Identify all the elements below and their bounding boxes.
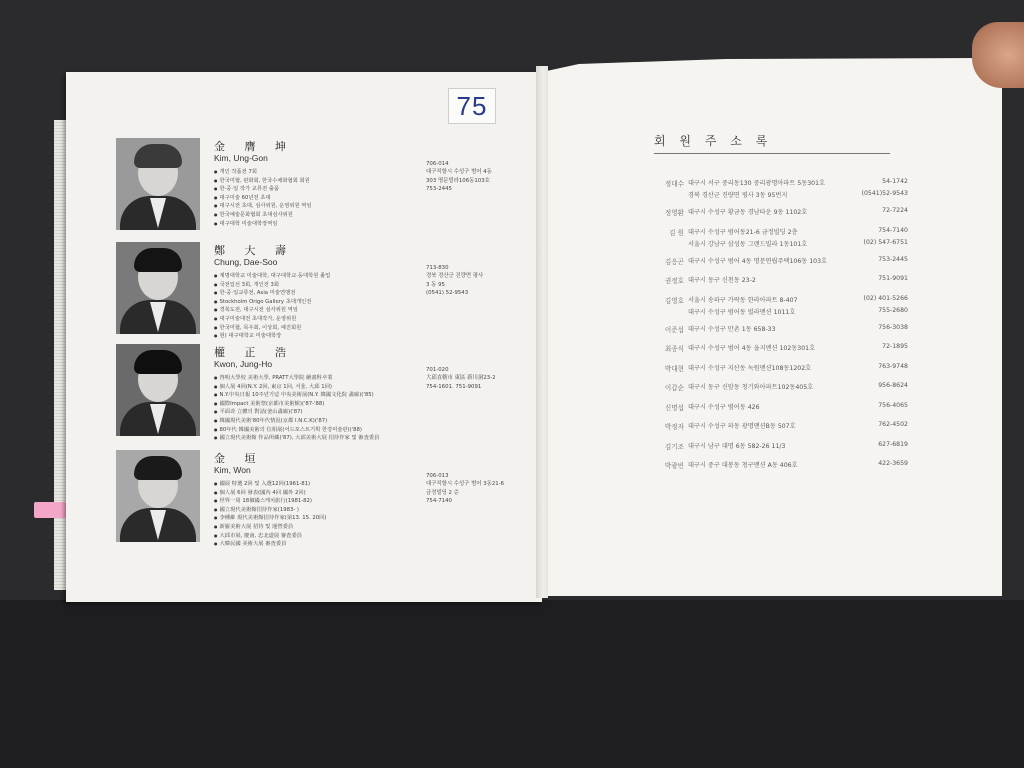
- address-line: 대구직할시 수성구 범어 4동: [426, 169, 492, 176]
- member-phone: 54-1742: [882, 178, 908, 185]
- member-name: 정대수: [664, 180, 684, 188]
- artist-name-hanja: 金 垣: [214, 452, 264, 465]
- bio-item: ● 경북도전, 대구시전 심사위원 역임: [214, 306, 424, 315]
- bio-item: ● 계명대학교 미술대학, 대구대학교·동대학원 졸업: [214, 272, 424, 281]
- member-name: 김 원: [669, 228, 684, 237]
- artist-name-hanja: 鄭 大 壽: [214, 244, 294, 257]
- pink-tab-marker: [34, 502, 66, 518]
- bio-item: ● 대구대학 미술대학장역임: [214, 220, 424, 229]
- member-name: 신명섭: [664, 403, 684, 412]
- page-number-sticker: 75: [448, 88, 496, 124]
- artist-bio-list: [214, 168, 424, 228]
- artist-portrait-photo: [116, 344, 200, 436]
- bio-item: ● 大邱市展, 慶南, 忠北道展 審査委員: [214, 532, 424, 541]
- bio-item: ● 한·중·일 작가 교류전 출품: [214, 185, 424, 194]
- member-address-lines: [688, 402, 908, 414]
- member-address-line: [688, 402, 908, 414]
- member-address: 대구시 수성구 만촌 1동 658-33: [688, 325, 776, 333]
- bio-item: ● 個人展 6回 發表(國內 4回 國外 2回): [214, 489, 424, 498]
- member-address-line: [688, 307, 908, 319]
- member-address-line: [688, 421, 908, 433]
- address-line: 대구직할시 수성구 범어 3동21-6: [426, 481, 505, 488]
- member-address: 대구시 수성구 지산동 녹원맨션108동1202호: [688, 364, 812, 372]
- member-address-line: [688, 295, 908, 307]
- member-address: 대구시 동구 신천동 23-2: [688, 277, 756, 284]
- address-line: 713-830: [426, 265, 449, 271]
- bio-item: ● 개인 작품전 7회: [214, 168, 424, 177]
- address-line: 3 동 95: [426, 281, 445, 288]
- member-address-lines: [688, 363, 908, 375]
- artist-bio-list: [214, 480, 424, 549]
- artist-name-romanized: Kim, Ung-Gon: [214, 153, 268, 163]
- member-phone: 751-9091: [878, 275, 908, 282]
- member-address-line: [688, 275, 908, 287]
- member-address: 대구시 수성구 범어 4동 명문연립주택106동 103호: [688, 257, 828, 265]
- member-address-lines: [688, 207, 908, 219]
- artist-name-hanja: 金 膺 坤: [214, 140, 294, 153]
- member-address: 대구시 중구 대봉동 청구맨션 A동 406호: [688, 462, 798, 469]
- bio-item: ● 한국예술문화협회 초대심사위원: [214, 211, 424, 220]
- member-address-lines: [688, 178, 908, 202]
- bio-item: ● 韓國現代美術'80年代情況(京都 I.N.C.K)('87): [214, 417, 424, 426]
- member-address: 경북 경산군 진량면 평사 3동 95번지: [688, 192, 788, 199]
- member-phone: 956-8624: [878, 382, 908, 389]
- member-address: 대구시 수성구 파동 광명맨션B동 507호: [688, 423, 796, 430]
- member-address-line: [688, 178, 908, 190]
- member-address: 대구시 서구 중리동130 중리광명아파트 5동301호: [688, 180, 826, 187]
- address-line: 경북 경산군 진량면 평사: [426, 273, 484, 280]
- artist-bio-list: [214, 272, 424, 341]
- artist-name-romanized: Kwon, Jung-Ho: [214, 359, 273, 369]
- member-address-lines: [688, 295, 908, 319]
- address-line: 706-013: [426, 473, 449, 479]
- address-line: 大邱直轄市 東區 新川洞23-2: [426, 375, 496, 382]
- bio-item: ● 李種維 現代美術館招待作家(第13. 15. 20回): [214, 514, 424, 523]
- member-address-line: [688, 441, 908, 453]
- member-address-line: [688, 227, 908, 239]
- bio-item: ● 대구미술 60년전 초대: [214, 194, 424, 203]
- member-phone: 627-6819: [878, 440, 908, 448]
- member-phone: 763-9748: [878, 362, 908, 370]
- artist-portrait-photo: [116, 450, 200, 542]
- member-phone: 72-1895: [882, 343, 908, 350]
- member-address: 서울시 강남구 삼성동 그랜드빌라 1동101호: [688, 240, 808, 248]
- bio-item: ● 個人展 4回(N.Y. 2回, 東京 1回, 서울, 大邱 1回): [214, 383, 424, 392]
- address-line: (0541) 52-9543: [426, 290, 469, 297]
- bio-item: ● 國立現代美術館 作品所藏('87), 大邱美術大展 招待作家 및 審査委員: [214, 434, 424, 443]
- artist-address: [426, 264, 536, 298]
- artist-entry: [116, 138, 536, 236]
- member-address-lines: [688, 382, 908, 394]
- bio-item: ● 大韓民國 美術大展 審査委員: [214, 540, 424, 549]
- member-address: 대구시 남구 대명 6동 582-26 11/3: [688, 442, 786, 450]
- bio-item: ● 啓明大學校 美術大學, PRATT大學院 繪畫科卒業: [214, 374, 424, 383]
- member-row: [650, 178, 910, 204]
- member-phone: 422-3659: [878, 460, 908, 467]
- member-address-line: [688, 256, 908, 268]
- member-row: [650, 227, 910, 253]
- book-spine: [536, 66, 548, 598]
- bio-item: ● 新羅美術大展 招待 및 運營委員: [214, 523, 424, 532]
- member-name: 이갑순: [664, 384, 684, 392]
- address-line: 금정빌딩 2 층: [426, 489, 459, 496]
- artist-entry: [116, 242, 536, 340]
- member-address-lines: [688, 343, 908, 355]
- member-phone: (02) 401-5266: [863, 294, 908, 302]
- artist-address: [426, 160, 536, 194]
- member-name: 박대현: [664, 364, 684, 373]
- member-address-lines: [688, 256, 908, 268]
- member-phone: (02) 547-6751: [863, 238, 908, 246]
- member-address-line: [688, 382, 908, 394]
- bio-item: ● 한·중·일교류전, Asia 미술연맹전: [214, 289, 424, 298]
- bio-item: ● 한국미협, 목우회, 이상회, 예진회원: [214, 324, 424, 333]
- address-line: 753-2445: [426, 186, 452, 193]
- member-phone: 756-4065: [878, 401, 908, 409]
- member-address-lines: [688, 275, 908, 287]
- bio-item: ● Stockholm Origo Gallery 초대개인전: [214, 298, 424, 307]
- artist-name-romanized: Kim, Won: [214, 465, 251, 475]
- member-address: 대구시 수성구 범어 4동 을지맨션 102동301호: [688, 345, 816, 352]
- artist-entry: [116, 450, 536, 548]
- member-name: 김기조: [664, 442, 684, 451]
- table-surface: [0, 600, 1024, 768]
- member-address-lines: [688, 441, 908, 453]
- member-address-line: [688, 460, 908, 472]
- member-address-lines: [688, 460, 908, 472]
- member-phone: 72-7224: [882, 207, 908, 214]
- bio-item: ● 한국미협, 판화회, 한국수채화협회 회원: [214, 177, 424, 186]
- member-name: 김응곤: [664, 257, 684, 266]
- directory-title: 회 원 주 소 록: [654, 134, 773, 148]
- address-line: 701-020: [426, 367, 449, 373]
- member-name: 박광빈: [664, 462, 684, 470]
- address-line: 754-7140: [426, 498, 452, 505]
- member-phone: 753-2445: [878, 255, 908, 263]
- thumb: [972, 22, 1024, 88]
- address-line: 754-1601. 751-9091: [426, 383, 482, 390]
- artist-bio-list: [214, 374, 424, 443]
- member-phone: 762-4502: [878, 421, 908, 428]
- member-address-line: [688, 207, 908, 219]
- member-phone: (0541)52-9543: [861, 190, 908, 197]
- bio-item: ● 平面과 立體의 對話(釜山畵廊)('87): [214, 408, 424, 417]
- member-phone: 756-3038: [878, 323, 908, 331]
- member-address-lines: [688, 324, 908, 336]
- member-name: 정영환: [664, 209, 684, 217]
- bio-item: ● 80年代 韓國美術의 位相展(어드포스트기획 한강미술관)('88): [214, 426, 424, 435]
- member-phone: 755-2680: [878, 306, 908, 314]
- member-address-line: [688, 190, 908, 202]
- member-address: 대구시 수성구 범어동 빌라맨션 1011호: [688, 308, 796, 316]
- member-name: 박정자: [664, 423, 684, 431]
- address-line: 303 명문빌라106동103호: [426, 177, 490, 184]
- member-address-lines: [688, 227, 908, 251]
- bio-item: ● 國展 特選 2回 및 入選12回(1961-81): [214, 480, 424, 489]
- artist-address: [426, 366, 536, 391]
- bio-item: ● 國立現代美術館招待作家(1983- ): [214, 506, 424, 515]
- member-name: 이준섭: [664, 325, 684, 334]
- artist-address: [426, 472, 536, 506]
- bio-item: ● 國際Impact 美術祭(京都市美術館)('87-'88): [214, 400, 424, 409]
- member-address: 대구시 동구 신암동 청기와아파트102동405호: [688, 384, 814, 391]
- member-address: 대구시 수성구 범어동 426: [688, 403, 760, 411]
- member-address-lines: [688, 421, 908, 433]
- member-address: 대구시 수성구 범어동21-6 금정빌딩 2층: [688, 228, 798, 236]
- member-name: 최종식: [664, 345, 684, 353]
- member-phone: 754-7140: [878, 226, 908, 234]
- bio-item: ● 世界一周 18個國스케치旅行(1981-82): [214, 497, 424, 506]
- address-line: 706-014: [426, 161, 449, 167]
- artist-name-hanja: 權 正 浩: [214, 346, 294, 359]
- member-address: 대구시 수성구 황금동 경남타운 9동 1102호: [688, 209, 808, 216]
- artist-name-romanized: Chung, Dae-Soo: [214, 257, 278, 267]
- member-address-line: [688, 239, 908, 251]
- member-address-line: [688, 324, 908, 336]
- directory-title-rule: [654, 153, 890, 154]
- bio-item: ● N.Y.中央日報 10주년기념 中央美術展(N.Y. 韓國文化院 畵廊)('85): [214, 391, 424, 400]
- artist-portrait-photo: [116, 138, 200, 230]
- member-name: 권정호: [664, 277, 684, 285]
- artist-portrait-photo: [116, 242, 200, 334]
- member-row: [650, 295, 910, 321]
- bio-item: ● 대구미술대전 초대작가, 운영위원: [214, 315, 424, 324]
- member-address-line: [688, 363, 908, 375]
- bio-item: ● 대구시전 초대, 심사위원, 운영위원 역임: [214, 202, 424, 211]
- member-address: 서울시 송파구 가락동 한라아파트 8-407: [688, 296, 798, 304]
- member-address-line: [688, 343, 908, 355]
- bio-item: ● 국전입선 3회, 개인전 3회: [214, 281, 424, 290]
- member-name: 김영호: [664, 296, 684, 305]
- member-row: [650, 460, 910, 486]
- artist-entry: [116, 344, 536, 442]
- bio-item: ● 현) 대구대학교 미술대학장: [214, 332, 424, 341]
